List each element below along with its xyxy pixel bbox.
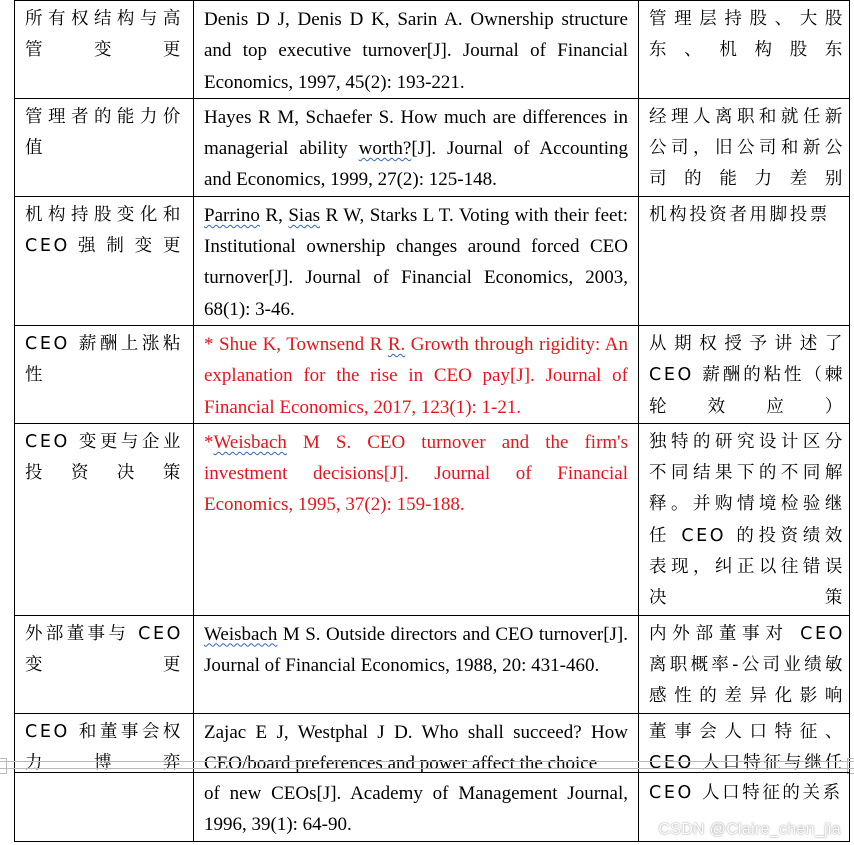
reference-text: R,: [259, 204, 289, 226]
reference-text: M S. CEO turnover and the firm's investment decisions[J]. Journal of Financial Economics, 1995, 37(2): 159-188.: [204, 431, 628, 516]
table-row: [15, 1, 850, 99]
reference-text: *: [204, 431, 214, 453]
spellcheck-flagged-word: Parrino: [204, 204, 260, 226]
topic-cell: 外部董事与 CEO 变更: [15, 615, 194, 713]
reference-text: * Shue K, Townsend R: [204, 333, 388, 355]
literature-table: [14, 0, 850, 779]
note-cell: 内外部董事对 CEO 离职概率-公司业绩敏感性的差异化影响: [639, 615, 850, 713]
note-cell: 独特的研究设计区分不同结果下的不同解释。并购情境检验继任 CEO 的投资绩效表现，纠正以往错误决策: [639, 423, 850, 615]
reference-cell: [194, 98, 639, 196]
table-row: [15, 423, 850, 615]
spellcheck-flagged-word: Sias: [288, 204, 321, 226]
reference-text: Growth through rigidity: An explanation for the rise in CEO pay[J]. Journal of Financial Economics, 2017, 123(1): 1-21.: [204, 333, 628, 418]
watermark: CSDN @Claire_chen_jia: [658, 821, 841, 838]
note-cell: 机构投资者用脚投票: [639, 196, 850, 325]
spellcheck-flagged-word: R.: [387, 333, 406, 355]
reference-text: R W, Starks L T. Voting with their feet: Institutional ownership changes around forced CEO turnover[J]. Journal of Financial Economics, 2003, 68(1): 3-46.: [204, 204, 628, 320]
reference-text: Hayes R M, Schaefer S. How much are differences in managerial ability: [204, 106, 628, 160]
table-row: [15, 325, 850, 423]
topic-cell: 机构持股变化和CEO强制变更: [15, 196, 194, 325]
page-break-marker: [0, 758, 854, 772]
page-break-line: [0, 768, 854, 769]
table-row: [15, 98, 850, 196]
topic-cell: CEO 薪酬上涨粘性: [15, 325, 194, 423]
note-cell: 董事会人口特征、CEO 人口特征与继任: [639, 713, 850, 779]
topic-cell: 所有权结构与高管变更: [15, 1, 194, 99]
note-cell: 管理层持股、大股东、机构股东: [639, 1, 850, 99]
reference-text: [J]. Journal of Accounting and Economics, 1999, 27(2): 125-148.: [204, 138, 629, 191]
note-cell: 经理人离职和就任新公司，旧公司和新公司的能力差别: [639, 98, 850, 196]
table-row: [15, 196, 850, 325]
reference-cell: [194, 423, 639, 615]
reference-cell: [194, 1, 639, 99]
page-break-line: [0, 761, 854, 762]
topic-cell: [15, 773, 194, 842]
topic-cell: CEO 变更与企业投资决策: [15, 423, 194, 615]
note-cell: CEO 人口特征的关系: [639, 773, 850, 842]
reference-cell: [194, 325, 639, 423]
topic-cell: 管理者的能力价值: [15, 98, 194, 196]
table-row: [15, 615, 850, 713]
reference-cell: [194, 615, 639, 713]
reference-text: Denis D J, Denis D K, Sarin A. Ownership structure and top executive turnover[J]. Journal of Financial Economics, 1997, 45(2): 193-221.: [204, 9, 628, 93]
spellcheck-flagged-word: Weisbach: [213, 431, 287, 453]
reference-cell: of new CEOs[J]. Academy of Management Journal, 1996, 39(1): 64-90.: [194, 773, 639, 842]
note-cell: 从期权授予讲述了CEO 薪酬的粘性（棘轮效应）: [639, 325, 850, 423]
spellcheck-flagged-word: worth?: [358, 138, 412, 160]
reference-cell: [194, 196, 639, 325]
spellcheck-flagged-word: Weisbach: [204, 623, 278, 645]
topic-cell: CEO 和董事会权力博弈: [15, 713, 194, 779]
reference-text: M S. Outside directors and CEO turnover[J]. Journal of Financial Economics, 1988, 20: 431-460.: [204, 623, 628, 676]
reference-text: Zajac E J, Westphal J D. Who shall succeed? How CEO/board preferences and power affect the choice: [204, 721, 628, 774]
